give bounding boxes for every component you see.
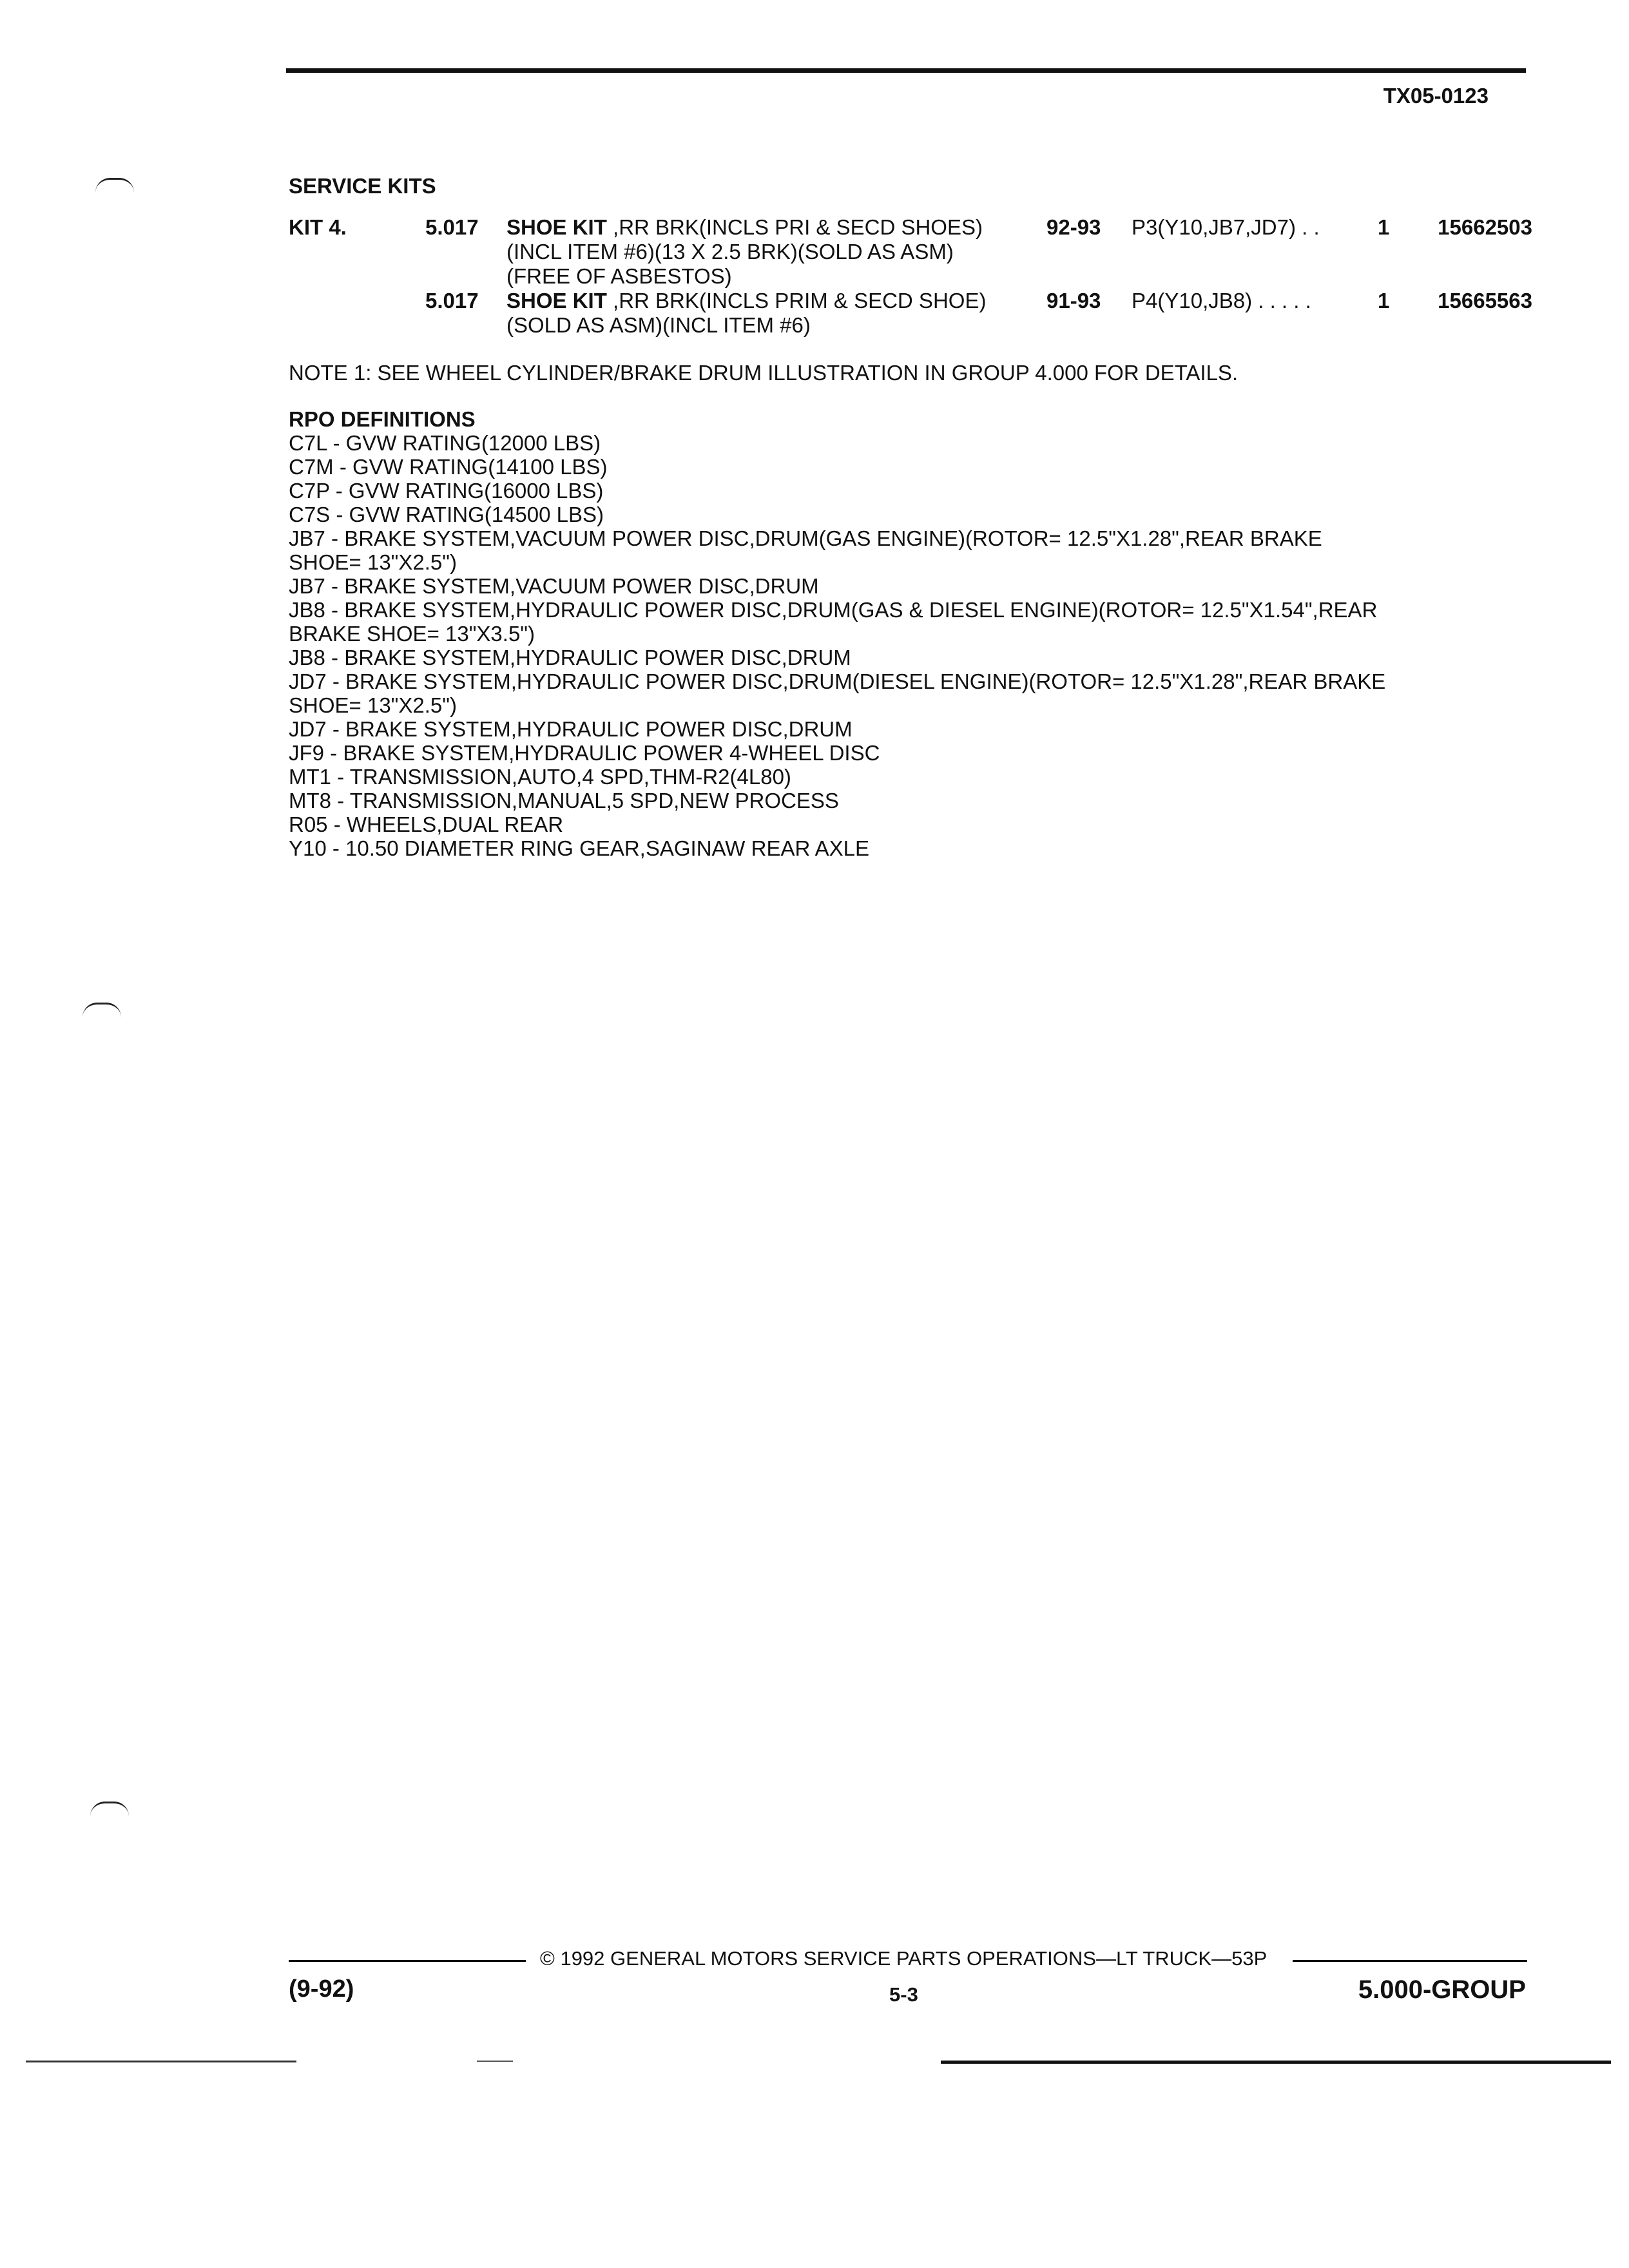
kit-label: KIT 4. <box>289 215 347 239</box>
kit-description <box>506 289 1048 338</box>
kit-years: 91-93 <box>1046 289 1101 312</box>
kit-quantity: 1 <box>1378 215 1390 239</box>
copyright-text: © 1992 GENERAL MOTORS SERVICE PARTS OPERATIONS—LT TRUCK—53P <box>540 1947 1268 1970</box>
rpo-item: JF9 - BRAKE SYSTEM,HYDRAULIC POWER 4-WHEEL DISC <box>289 741 880 765</box>
kit-desc-line: (INCL ITEM #6)(13 X 2.5 BRK)(SOLD AS ASM) <box>506 240 954 264</box>
kit-part-number: 15662503 <box>1438 215 1532 239</box>
scan-mark <box>90 1802 129 1816</box>
kit-ref-number: 5.017 <box>425 215 479 239</box>
kit-description <box>506 215 1048 289</box>
rpo-item: C7M - GVW RATING(14100 LBS) <box>289 455 608 479</box>
document-id: TX05-0123 <box>1383 84 1489 108</box>
rpo-item: C7P - GVW RATING(16000 LBS) <box>289 479 604 503</box>
rpo-item: R05 - WHEELS,DUAL REAR <box>289 812 564 836</box>
kit-name: SHOE KIT <box>506 215 607 239</box>
group-label: 5.000-GROUP <box>1358 1975 1526 2004</box>
rpo-item: MT1 - TRANSMISSION,AUTO,4 SPD,THM-R2(4L80) <box>289 765 791 789</box>
rpo-item: JD7 - BRAKE SYSTEM,HYDRAULIC POWER DISC,DRUM(DIESEL ENGINE)(ROTOR= 12.5"X1.28",REAR BRAKE <box>289 669 1386 693</box>
rpo-definitions <box>289 407 1526 860</box>
kit-desc-line: (SOLD AS ASM)(INCL ITEM #6) <box>506 313 811 337</box>
bottom-rule <box>26 2061 296 2062</box>
scan-mark <box>82 1003 121 1017</box>
revision-date: (9-92) <box>289 1975 354 2003</box>
kit-part-number: 15665563 <box>1438 289 1532 312</box>
kit-name: SHOE KIT <box>506 289 607 312</box>
footer-rule-right <box>1293 1960 1527 1962</box>
rpo-list <box>289 431 1526 860</box>
kit-ref-number: 5.017 <box>425 289 479 312</box>
rpo-item: JD7 - BRAKE SYSTEM,HYDRAULIC POWER DISC,DRUM <box>289 717 853 741</box>
rpo-item: C7L - GVW RATING(12000 LBS) <box>289 431 601 455</box>
scan-mark <box>95 178 134 193</box>
kit-years: 92-93 <box>1046 215 1101 239</box>
rpo-item: SHOE= 13"X2.5") <box>289 693 457 717</box>
kit-usage: P3(Y10,JB7,JD7) . . <box>1132 215 1320 239</box>
kit-quantity: 1 <box>1378 289 1390 312</box>
section-title: SERVICE KITS <box>289 174 436 198</box>
rpo-item: SHOE= 13"X2.5") <box>289 550 457 574</box>
rpo-item: BRAKE SHOE= 13"X3.5") <box>289 622 535 646</box>
kit-desc-line: ,RR BRK(INCLS PRI & SECD SHOES) <box>606 215 983 239</box>
kit-desc-line: ,RR BRK(INCLS PRIM & SECD SHOE) <box>606 289 987 312</box>
bottom-rule <box>941 2061 1611 2064</box>
page-number: 5-3 <box>889 1983 918 2006</box>
rpo-item: C7S - GVW RATING(14500 LBS) <box>289 503 604 526</box>
note-text: NOTE 1: SEE WHEEL CYLINDER/BRAKE DRUM ILLUSTRATION IN GROUP 4.000 FOR DETAILS. <box>289 361 1239 385</box>
top-rule <box>286 68 1526 73</box>
kit-usage: P4(Y10,JB8) . . . . . <box>1132 289 1311 312</box>
bottom-rule <box>477 2061 513 2062</box>
rpo-item: Y10 - 10.50 DIAMETER RING GEAR,SAGINAW REAR AXLE <box>289 836 870 860</box>
rpo-item: JB8 - BRAKE SYSTEM,HYDRAULIC POWER DISC,DRUM(GAS & DIESEL ENGINE)(ROTOR= 12.5"X1.54",REAR <box>289 598 1378 622</box>
rpo-item: JB7 - BRAKE SYSTEM,VACUUM POWER DISC,DRUM(GAS ENGINE)(ROTOR= 12.5"X1.28",REAR BRAKE <box>289 526 1322 550</box>
kit-desc-line: (FREE OF ASBESTOS) <box>506 264 732 288</box>
rpo-item: JB7 - BRAKE SYSTEM,VACUUM POWER DISC,DRUM <box>289 574 819 598</box>
rpo-item: JB8 - BRAKE SYSTEM,HYDRAULIC POWER DISC,DRUM <box>289 646 851 669</box>
footer-rule-left <box>289 1960 526 1962</box>
rpo-title: RPO DEFINITIONS <box>289 407 476 431</box>
rpo-item: MT8 - TRANSMISSION,MANUAL,5 SPD,NEW PROCESS <box>289 789 839 812</box>
